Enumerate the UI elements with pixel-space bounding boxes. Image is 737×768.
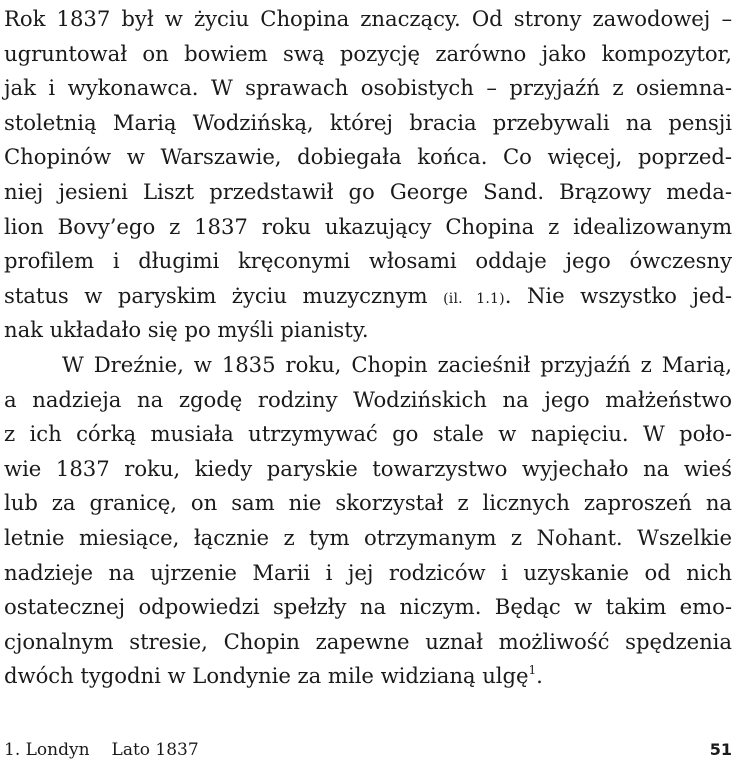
page-number: 51	[709, 740, 732, 759]
text-line: Rok 1837 był w życiu Chopina znaczący. Od strony zawodowej –	[4, 6, 732, 31]
running-footer	[4, 738, 199, 762]
text-line: ostatecznej odpowiedzi spełzły na niczym. Będąc w takim emo-	[4, 594, 732, 620]
text-line: lub za granicę, on sam nie skorzystał z licznych zaproszeń na	[4, 490, 732, 516]
text-line: ugruntował on bowiem swą pozycję zarówno jako kompozytor,	[4, 40, 732, 66]
text-line: nak układało się po myśli pianisty.	[4, 317, 369, 343]
body-text	[4, 2, 732, 694]
text-segment: .	[536, 663, 543, 689]
paragraph-2	[4, 348, 732, 694]
text-line: stoletnią Marią Wodzińską, której bracia przebywali na pensji	[4, 109, 732, 135]
text-line: a nadzieja na zgodę rodziny Wodzińskich na jego małżeństwo	[4, 386, 732, 412]
text-line: W Dreźnie, w 1835 roku, Chopin zacieśnił przyjaźń z Marią,	[62, 351, 732, 377]
text-line: z ich córką musiała utrzymywać go stale w napięciu. W poło-	[4, 421, 732, 447]
text-line	[4, 279, 732, 314]
text-line: wie 1837 roku, kiedy paryskie towarzystwo wyjechało na wieś	[4, 455, 732, 481]
page-footer	[4, 738, 732, 762]
season-label: Lato 1837	[111, 740, 199, 760]
text-line: lion Bovy’ego z 1837 roku ukazujący Chopina z idealizowanym	[4, 213, 732, 239]
text-line: niej jesieni Liszt przedstawił go George Sand. Brązowy meda-	[4, 178, 732, 204]
text-line: letnie miesiące, łącznie z tym otrzymanym z Nohant. Wszelkie	[4, 524, 732, 550]
footnote-marker[interactable]: 1	[528, 663, 537, 678]
text-segment: status w paryskim życiu muzycznym	[4, 282, 428, 308]
chapter-label: 1. Londyn	[4, 740, 90, 760]
text-line: nadzieje na ujrzenie Marii i jej rodziców i uzyskanie od nich	[4, 559, 732, 585]
paragraph-1	[4, 2, 732, 348]
figure-reference: (il. 1.1)	[443, 290, 505, 307]
text-segment: dwóch tygodni w Londynie za mile widzianą ulgę	[4, 663, 529, 689]
text-line: jak i wykonawca. W sprawach osobistych – przyjaźń z osiemna-	[4, 75, 732, 101]
text-line: profilem i długimi kręconymi włosami oddaje jego ówczesny	[4, 248, 732, 274]
text-line: cjonalnym stresie, Chopin zapewne uznał możliwość spędzenia	[4, 628, 732, 654]
text-line: Chopinów w Warszawie, dobiegała końca. Co więcej, poprzed-	[4, 144, 732, 170]
text-line	[4, 659, 732, 694]
text-segment: . Nie wszystko jed-	[504, 282, 732, 308]
